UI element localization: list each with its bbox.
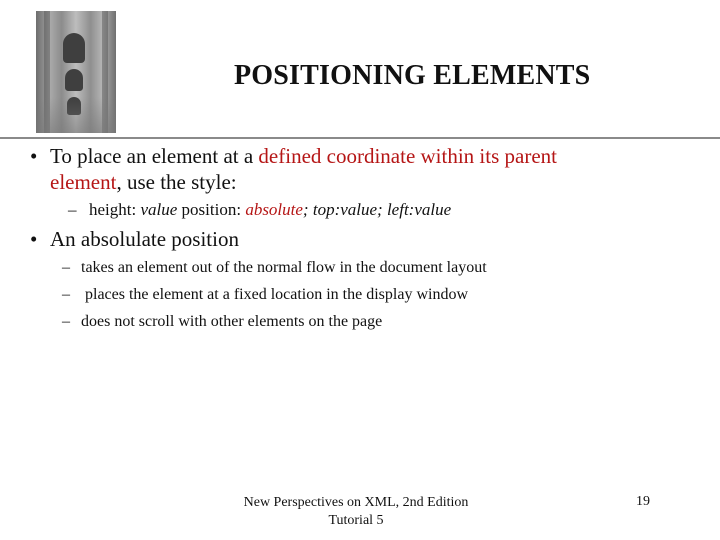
- bullet-icon: •: [30, 144, 38, 168]
- bullet-item: [30, 143, 670, 195]
- bullet-text: An absolulate position: [50, 227, 239, 251]
- sub-item: [62, 285, 468, 305]
- dash-icon: –: [68, 200, 77, 219]
- style-highlight: absolute: [245, 200, 303, 219]
- dash-icon: –: [62, 259, 70, 276]
- sub-item: [62, 258, 487, 278]
- sub-item: [62, 312, 382, 332]
- style-italic: top:value; left:value: [312, 200, 452, 219]
- page-number: 19: [636, 494, 650, 509]
- style-italic: ;: [302, 200, 313, 219]
- title-divider: [0, 137, 720, 139]
- bullet-item: [30, 226, 239, 252]
- sub-item-text: does not scroll with other elements on the page: [81, 313, 383, 330]
- sub-item-text: places the element at a fixed location in the display window: [85, 286, 468, 303]
- building-photo-icon: [36, 11, 116, 133]
- footer-line-2: Tutorial 5: [328, 513, 384, 528]
- style-text: height:: [89, 200, 141, 219]
- footer-line-1: New Perspectives on XML, 2nd Edition: [243, 495, 469, 510]
- style-line: [68, 200, 451, 220]
- bullet-text: To place an element at a: [50, 144, 259, 168]
- bullet-highlight: element: [50, 170, 117, 194]
- bullet-text: , use the style:: [116, 170, 237, 194]
- slide-footer: [196, 494, 516, 530]
- style-text: position:: [177, 200, 246, 219]
- bullet-icon: •: [30, 227, 38, 251]
- style-italic: value: [140, 200, 178, 219]
- slide-title: POSITIONING ELEMENTS: [234, 60, 591, 91]
- dash-icon: –: [62, 286, 70, 303]
- dash-icon: –: [62, 313, 70, 330]
- sub-item-text: takes an element out of the normal flow in the document layout: [81, 259, 487, 276]
- bullet-highlight: defined coordinate within its parent: [258, 144, 557, 168]
